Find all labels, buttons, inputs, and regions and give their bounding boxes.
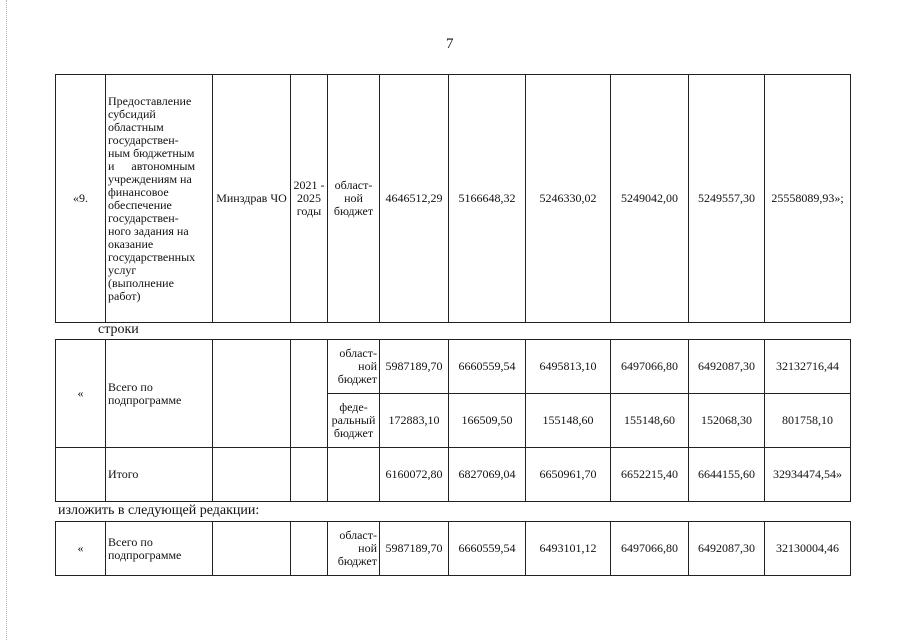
row9-table xyxy=(55,74,851,323)
new-regional-2021: 5987189,70 xyxy=(380,522,449,576)
row9-value-2024: 5249042,00 xyxy=(611,75,689,323)
old-totals-table xyxy=(55,339,851,502)
old-source-regional: област-ной бюджет xyxy=(328,340,380,394)
row9-source: област-ной бюджет xyxy=(328,75,380,323)
row9-desc-line: государственных xyxy=(108,249,196,264)
row9-desc-line: услуг xyxy=(108,262,137,277)
label-lines: строки xyxy=(98,322,139,337)
old-period-empty xyxy=(291,340,328,448)
row9-desc-line: обеспечение xyxy=(108,197,172,212)
row9-period: 2021 - 2025 годы xyxy=(291,75,328,323)
new-executor-empty xyxy=(213,522,291,576)
old-itogo-2022: 6827069,04 xyxy=(449,448,526,502)
row9-desc-line: государствен- xyxy=(108,132,179,147)
new-source-regional: област-ной бюджет xyxy=(328,522,380,576)
old-itogo-total: 32934474,54» xyxy=(765,448,851,502)
old-open-quote: « xyxy=(56,340,106,448)
old-federal-2023: 155148,60 xyxy=(526,394,611,448)
row9-value-2022: 5166648,32 xyxy=(449,75,526,323)
old-executor-empty xyxy=(213,340,291,448)
row9-value-2023: 5246330,02 xyxy=(526,75,611,323)
new-regional-2024: 6497066,80 xyxy=(611,522,689,576)
old-regional-2022: 6660559,54 xyxy=(449,340,526,394)
row9-desc-line: учреждениям на xyxy=(108,171,192,186)
row9-desc-line: оказание xyxy=(108,236,154,251)
row9-desc-line: финансовое xyxy=(108,184,169,199)
old-regional-2024: 6497066,80 xyxy=(611,340,689,394)
label-new-edition: изложить в следующей редакции: xyxy=(58,503,260,518)
new-regional-2022: 6660559,54 xyxy=(449,522,526,576)
old-regional-2023: 6495813,10 xyxy=(526,340,611,394)
old-itogo-2025: 6644155,60 xyxy=(689,448,765,502)
row9-value-2021: 4646512,29 xyxy=(380,75,449,323)
row9-description xyxy=(106,75,213,323)
new-period-empty xyxy=(291,522,328,576)
old-itogo-empty-exec xyxy=(213,448,291,502)
old-itogo-empty-source xyxy=(328,448,380,502)
old-federal-2024: 155148,60 xyxy=(611,394,689,448)
page-number: 7 xyxy=(446,36,454,52)
row9-desc-line: и автономным xyxy=(108,158,196,173)
row9-number: «9. xyxy=(56,75,106,323)
row9-desc-line: Предоставление xyxy=(108,93,192,108)
new-regional-2025: 6492087,30 xyxy=(689,522,765,576)
old-regional-total: 32132716,44 xyxy=(765,340,851,394)
new-total-label: Всего по подпрограмме xyxy=(106,522,213,576)
old-regional-2025: 6492087,30 xyxy=(689,340,765,394)
old-federal-2025: 152068,30 xyxy=(689,394,765,448)
old-itogo-label: Итого xyxy=(106,448,213,502)
row9-value-2025: 5249557,30 xyxy=(689,75,765,323)
old-itogo-2023: 6650961,70 xyxy=(526,448,611,502)
old-total-label: Всего по подпрограмме xyxy=(106,340,213,448)
row9-executor: Минздрав ЧО xyxy=(213,75,291,323)
old-federal-2021: 172883,10 xyxy=(380,394,449,448)
row9-desc-line: ным бюджетным xyxy=(108,145,195,160)
new-regional-2023: 6493101,12 xyxy=(526,522,611,576)
old-itogo-empty-period xyxy=(291,448,328,502)
old-source-federal: феде-ральный бюджет xyxy=(328,394,380,448)
new-totals-table xyxy=(55,521,851,576)
old-itogo-empty-num xyxy=(56,448,106,502)
row9-desc-line: ного задания на xyxy=(108,223,189,238)
row9-desc-line: субсидий xyxy=(108,106,156,121)
old-itogo-2021: 6160072,80 xyxy=(380,448,449,502)
old-itogo-2024: 6652215,40 xyxy=(611,448,689,502)
old-regional-2021: 5987189,70 xyxy=(380,340,449,394)
row9-desc-line: работ) xyxy=(108,288,141,303)
row9-value-total: 25558089,93»; xyxy=(765,75,851,323)
old-federal-total: 801758,10 xyxy=(765,394,851,448)
page-edge-line xyxy=(6,0,8,640)
new-open-quote: « xyxy=(56,522,106,576)
old-federal-2022: 166509,50 xyxy=(449,394,526,448)
new-regional-total: 32130004,46 xyxy=(765,522,851,576)
row9-desc-line: (выполнение xyxy=(108,275,174,290)
row9-desc-line: государствен- xyxy=(108,210,179,225)
row9-desc-line: областным xyxy=(108,119,164,134)
